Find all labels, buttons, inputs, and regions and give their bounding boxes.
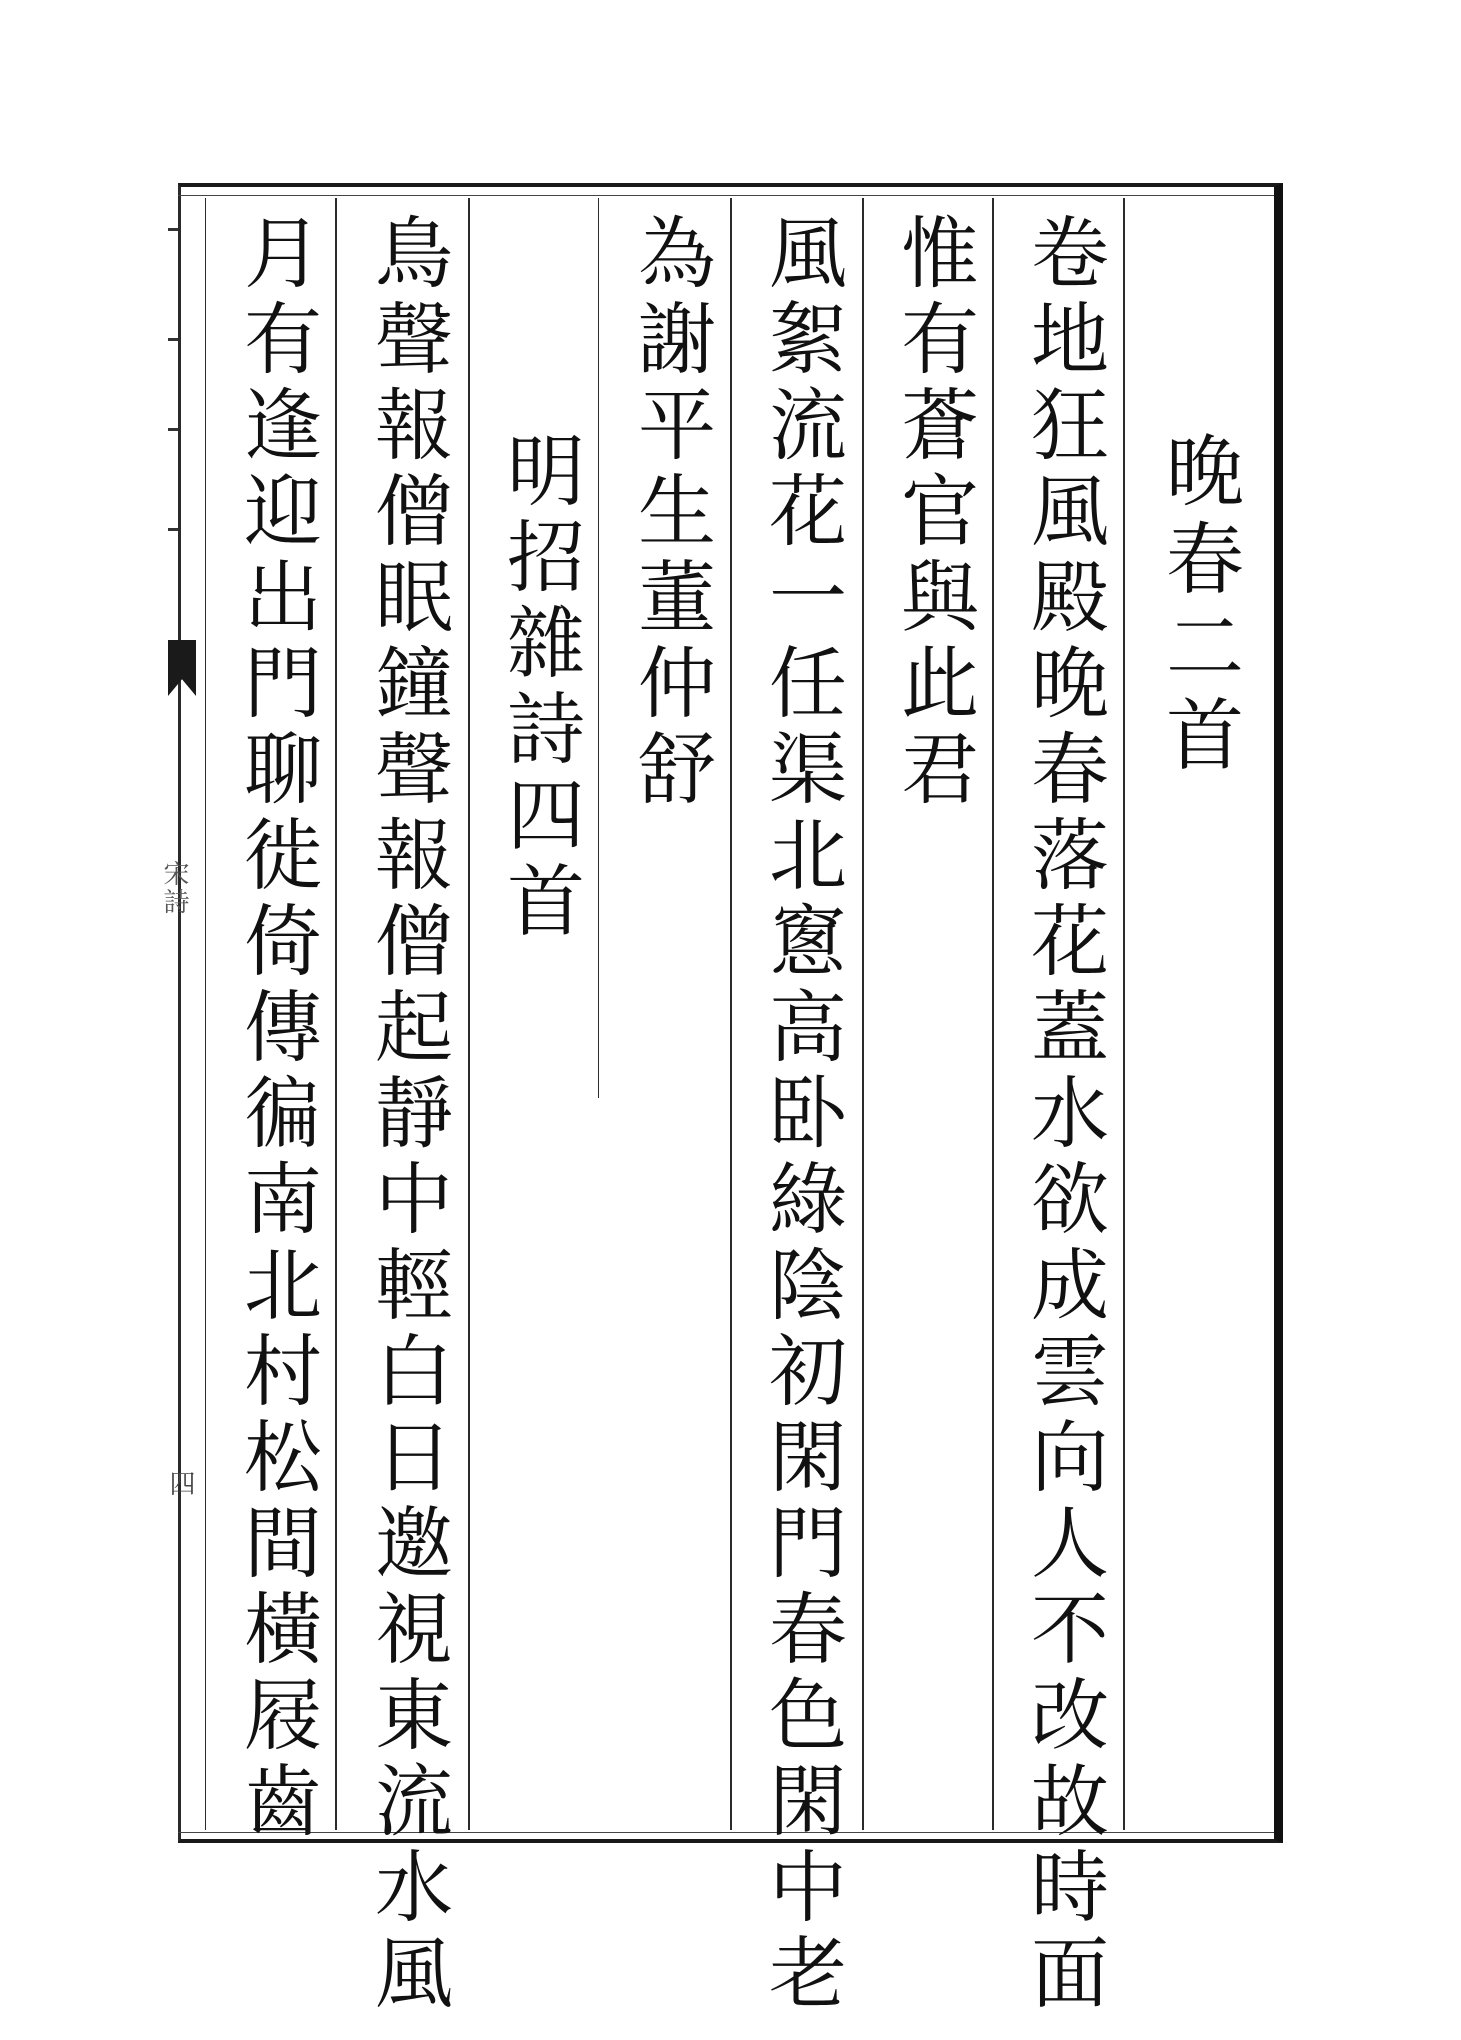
margin-tick: [168, 528, 178, 531]
text-column: 風絮流花一任渠北窻高卧綠陰初閑門春色閑中老: [756, 212, 846, 2018]
margin-title: 宋詩: [159, 860, 189, 916]
folio-number: 四: [165, 1470, 195, 1496]
margin-tick: [168, 338, 178, 341]
text-column: 惟有蒼官與此君: [888, 212, 978, 814]
margin-tick: [168, 428, 178, 431]
column-rule: [862, 198, 864, 1830]
text-column: 卷地狂風殿晚春落花蓋水欲成雲向人不改故時面: [1018, 212, 1108, 2018]
column-rule: [730, 198, 732, 1830]
text-column: 月有逢迎出門聊徙倚傳徧南北村松間橫屐齒: [231, 212, 321, 1846]
column-rule: [1123, 198, 1125, 1830]
frame-inner-top-line: [178, 195, 1274, 196]
column-rule: [205, 198, 206, 1830]
text-column: 為謝平生董仲舒: [625, 212, 715, 814]
text-column: 鳥聲報僧眠鐘聲報僧起靜中輕白日邀視東流水風: [362, 212, 452, 2018]
poem-title: 明招雜詩四首: [494, 430, 584, 946]
column-rule: [468, 198, 470, 1830]
frame-inner-bottom-line: [178, 1832, 1274, 1833]
poem-title: 晚春二首: [1153, 430, 1243, 782]
page-margin: [150, 198, 200, 1828]
margin-tick: [168, 228, 178, 231]
